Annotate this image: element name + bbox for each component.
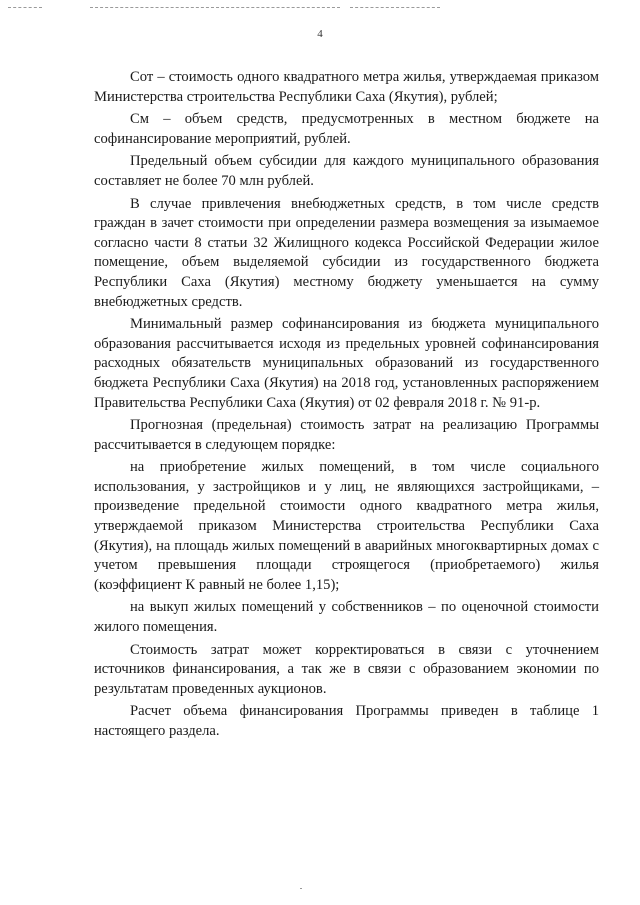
paragraph-minimum-cofinancing: Минимальный размер софинансирования из бюджета муниципального образования рассчитывается исходя из предельных уровней софинансирования расходных обязательств муниципальных образований из государственного бюджета Республики Саха (Якутия) на 2018 год, установленных распоряжением Правительства Республики Саха (Якутия) от 02 февраля 2018 г. № 91-р.: [94, 316, 599, 411]
page-number: 4: [317, 28, 323, 40]
paragraph-subsidy-limit: Предельный объем субсидии для каждого муниципального образования составляет не более 70 млн рублей.: [94, 153, 599, 189]
paragraph-table-reference: Расчет объема финансирования Программы приведен в таблице 1 настоящего раздела.: [94, 703, 599, 739]
paragraph-cm-definition: См – объем средств, предусмотренных в местном бюджете на софинансирование мероприятий, рублей.: [94, 111, 599, 147]
paragraph-extrabudgetary-funds: В случае привлечения внебюджетных средств, в том числе средств граждан в зачет стоимости при определении размера возмещения за изымаемое согласно части 8 статьи 32 Жилищного кодекса Российской Федерации жилое помещение, объем выделяемой субсидии из государственного бюджета Республики Саха (Якутия) местному бюджету уменьшается на сумму внебюджетных средств.: [94, 195, 599, 310]
paragraph-cost-forecast: Прогнозная (предельная) стоимость затрат на реализацию Программы рассчитывается в следующем порядке:: [94, 417, 599, 453]
paragraph-cost-adjustment: Стоимость затрат может корректироваться в связи с уточнением источников финансирования, а так же в связи с образованием экономии по результатам проведенных аукционов.: [94, 641, 599, 697]
scan-artifact-line: [90, 7, 340, 8]
scan-artifact-line: [8, 7, 42, 8]
scan-artifact-line: [350, 7, 440, 8]
paragraph-buyout: на выкуп жилых помещений у собственников – по оценочной стоимости жилого помещения.: [94, 599, 599, 636]
document-body: [94, 68, 599, 742]
paragraph-acquisition: на приобретение жилых помещений, в том числе социального использования, у застройщиков и у лиц, не являющихся застройщиками, – произведение предельной стоимости одного квадратного метра жилья, утверждаемой приказом Министерства строительства Республики Саха (Якутия), на площадь жилых помещений в аварийных многоквартирных домах с учетом превышения площади строящегося (приобретаемого) жилья (коэффициент К равный не более 1,15);: [94, 459, 599, 593]
paragraph-cot-definition: Сот – стоимость одного квадратного метра жилья, утверждаемая приказом Министерства строительства Республики Саха (Якутия), рублей;: [94, 69, 599, 105]
scan-speck: [300, 888, 302, 889]
